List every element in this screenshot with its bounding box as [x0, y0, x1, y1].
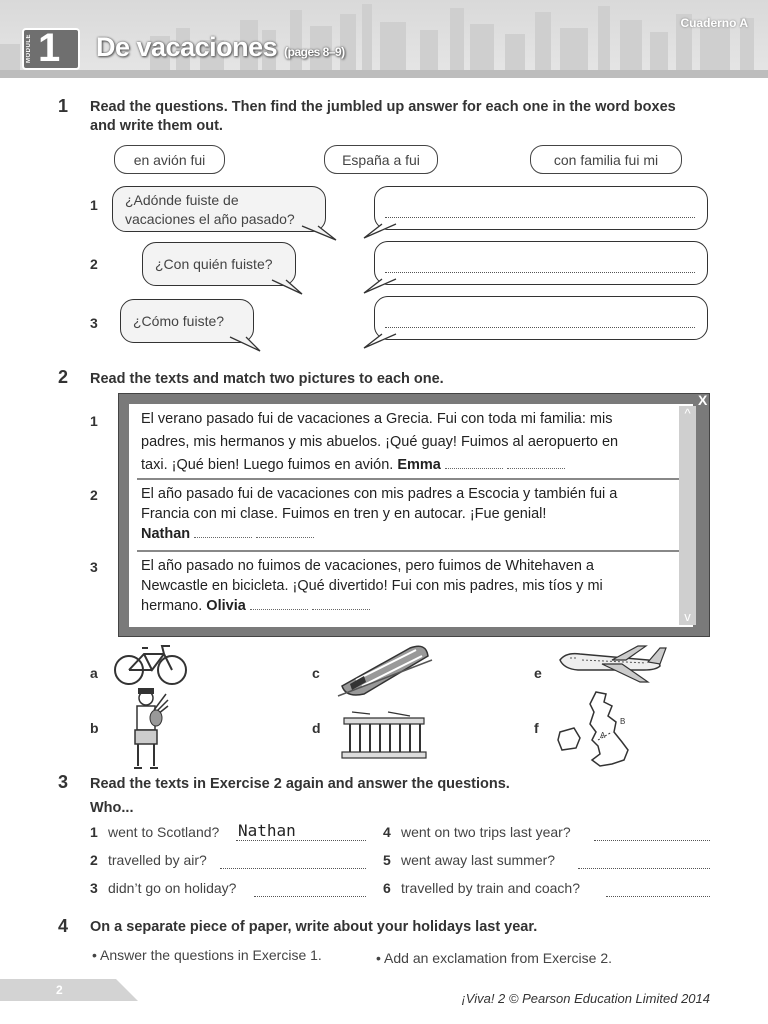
picture-label-f: f	[534, 720, 539, 736]
answer-dots[interactable]	[194, 537, 252, 538]
text-3-line1: El año pasado no fuimos de vacaciones, pero fuimos de Whitehaven a	[141, 558, 594, 574]
exercise-2-instruction: Read the texts and match two pictures to each one.	[90, 371, 444, 387]
copyright: ¡Viva! 2 © Pearson Education Limited 2014	[461, 991, 710, 1006]
answer-bubble-tail	[360, 332, 400, 352]
ex3-answer-line-3[interactable]	[254, 896, 366, 897]
header-banner	[0, 0, 768, 78]
train-icon	[336, 642, 434, 698]
bicycle-icon	[112, 640, 190, 688]
text-1-line3	[141, 454, 681, 477]
map-label-a: A	[600, 731, 606, 740]
close-icon[interactable]: X	[698, 392, 708, 408]
ex3-question-1-number: 1	[90, 824, 98, 840]
ex3-answer-line-6[interactable]	[606, 896, 710, 897]
question-bubble-1	[112, 186, 326, 232]
bagpiper-icon	[124, 684, 170, 774]
picture-label-d: d	[312, 720, 321, 736]
picture-label-e: e	[534, 665, 542, 681]
answer-bubble-tail	[360, 277, 400, 297]
page-title	[96, 32, 345, 63]
text-3-line3-text: hermano.	[141, 598, 203, 614]
ex4-bullet-2: • Add an exclamation from Exercise 2.	[376, 950, 613, 966]
unit-title-text: De vacaciones	[96, 32, 278, 62]
exercise-2-number: 2	[58, 367, 69, 387]
exercise-3-who: Who...	[90, 800, 134, 816]
ex3-question-6-text: travelled by train and coach?	[401, 880, 580, 896]
text-2-author: Nathan	[141, 526, 191, 542]
ex4-bullet-1-text: Answer the questions in Exercise 1.	[100, 947, 322, 963]
text-2-line3	[141, 524, 681, 544]
question-3-number: 3	[90, 315, 98, 331]
ex3-answer-1-handwritten: Nathan	[238, 821, 296, 840]
ex3-question-2-number: 2	[90, 852, 98, 868]
question-2-number: 2	[90, 256, 98, 272]
uk-map-icon	[556, 688, 642, 776]
question-1-line2: vacaciones el año pasado?	[125, 211, 295, 227]
ex3-question-2-text: travelled by air?	[108, 852, 207, 868]
text-2-paragraph	[141, 484, 681, 544]
question-1-number: 1	[90, 197, 98, 213]
module-badge	[22, 28, 80, 70]
workbook-label: Cuaderno A	[680, 16, 748, 30]
text-3-author: Olivia	[206, 598, 246, 614]
word-box-3: con familia fui mi	[530, 145, 682, 174]
airplane-icon	[556, 642, 668, 688]
question-3-line1: ¿Cómo fuiste?	[133, 313, 225, 329]
question-2-line1: ¿Con quién fuiste?	[155, 256, 273, 272]
scroll-up-icon[interactable]: ^	[684, 406, 691, 421]
answer-dots[interactable]	[445, 468, 503, 469]
ex3-question-5-text: went away last summer?	[401, 852, 556, 868]
ex3-answer-line-4[interactable]	[594, 840, 710, 841]
divider	[137, 478, 681, 480]
text-1-line1: El verano pasado fui de vacaciones a Grecia. Fui con toda mi familia: mis	[141, 411, 613, 427]
picture-label-c: c	[312, 665, 320, 681]
ex3-question-5-number: 5	[383, 852, 391, 868]
text-3-number: 3	[90, 559, 98, 575]
module-number: 1	[38, 26, 61, 70]
bubble-tail	[300, 224, 340, 244]
ex3-answer-line-5[interactable]	[578, 868, 710, 869]
answer-dots[interactable]	[507, 468, 565, 469]
text-3-line3	[141, 596, 681, 616]
ex3-question-6-number: 6	[383, 880, 391, 896]
ex3-question-4-text: went on two trips last year?	[401, 824, 571, 840]
exercise-4-number: 4	[58, 916, 69, 936]
bubble-tail	[270, 278, 310, 298]
text-1-number: 1	[90, 413, 98, 429]
answer-bubble-tail	[360, 222, 400, 242]
page-number-tab	[0, 979, 138, 1001]
text-2-line2: Francia con mi clase. Fuimos en tren y en autocar. ¡Fue genial!	[141, 506, 547, 522]
text-1-paragraph	[141, 408, 681, 477]
ex4-bullet-1: • Answer the questions in Exercise 1.	[92, 947, 322, 963]
text-2-line1: El año pasado fui de vacaciones con mis padres a Escocia y también fui a	[141, 486, 618, 502]
ex4-bullet-2-text: Add an exclamation from Exercise 2.	[384, 950, 613, 966]
module-label: MODULE	[26, 34, 32, 63]
picture-label-a: a	[90, 665, 98, 681]
text-3-paragraph	[141, 556, 681, 616]
exercise-1-instruction: Read the questions. Then find the jumbled up answer for each one in the word boxes and write them out.	[90, 99, 676, 134]
answer-dots[interactable]	[250, 609, 308, 610]
temple-icon	[340, 710, 428, 760]
answer-line-2	[385, 272, 695, 273]
text-1-author: Emma	[397, 457, 441, 473]
answer-line-3	[385, 327, 695, 328]
ex3-question-3-number: 3	[90, 880, 98, 896]
answer-bubble-1[interactable]	[374, 186, 708, 230]
picture-label-b: b	[90, 720, 99, 736]
scroll-down-icon[interactable]: v	[684, 609, 691, 624]
map-label-b: B	[620, 717, 626, 726]
ex3-question-3-text: didn’t go on holiday?	[108, 880, 237, 896]
ex3-answer-line-1[interactable]	[236, 840, 366, 841]
scrollbar[interactable]	[679, 406, 696, 625]
ex3-answer-line-2[interactable]	[220, 868, 366, 869]
text-3-line2: Newcastle en bicicleta. ¡Qué divertido! Fui con mis padres, mis tíos y mi	[141, 578, 603, 594]
word-box-1: en avión fui	[114, 145, 225, 174]
exercise-3-instruction: Read the texts in Exercise 2 again and answer the questions.	[90, 776, 510, 792]
unit-pages: (pages 8–9)	[284, 45, 345, 59]
text-1-line3-text: taxi. ¡Qué bien! Luego fuimos en avión.	[141, 457, 394, 473]
text-2-number: 2	[90, 487, 98, 503]
answer-bubble-3[interactable]	[374, 296, 708, 340]
page-number: 2	[56, 983, 63, 997]
ex3-question-1-text: went to Scotland?	[108, 824, 220, 840]
exercise-4-instruction: On a separate piece of paper, write about your holidays last year.	[90, 919, 538, 935]
exercise-3-number: 3	[58, 772, 69, 792]
reading-text-window	[118, 393, 710, 637]
word-box-2: España a fui	[324, 145, 438, 174]
answer-dots[interactable]	[256, 537, 314, 538]
answer-dots[interactable]	[312, 609, 370, 610]
ex3-question-4-number: 4	[383, 824, 391, 840]
exercise-1-number: 1	[58, 96, 69, 116]
answer-bubble-2[interactable]	[374, 241, 708, 285]
divider	[137, 550, 681, 552]
bubble-tail	[228, 335, 268, 355]
answer-line-1	[385, 217, 695, 218]
question-1-line1: ¿Adónde fuiste de	[125, 192, 239, 208]
text-1-line2: padres, mis hermanos y mis abuelos. ¡Qué guay! Fuimos al aeropuerto en	[141, 434, 619, 450]
reading-text-content	[129, 404, 693, 627]
